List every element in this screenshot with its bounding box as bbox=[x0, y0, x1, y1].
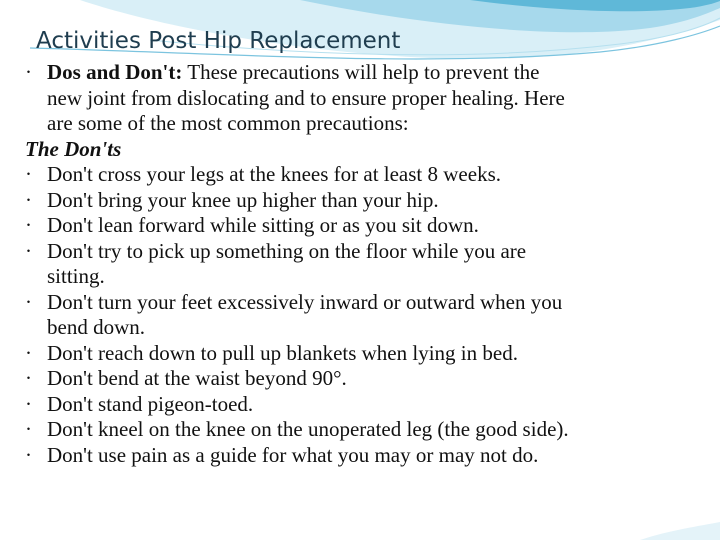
list-item-text: Don't stand pigeon-toed. bbox=[47, 391, 254, 416]
list-item-line bbox=[25, 290, 710, 316]
bullet-icon: · bbox=[25, 238, 32, 263]
list-item-text: Don't kneel on the knee on the unoperated leg (the good side). bbox=[47, 417, 569, 441]
list-item-line bbox=[25, 162, 710, 188]
list-item-text: Don't lean forward while sitting or as you sit down. bbox=[47, 213, 479, 237]
list-item bbox=[25, 213, 710, 239]
list-item-text: Don't reach down to pull up blankets when lying in bed. bbox=[47, 340, 518, 365]
list-item bbox=[25, 341, 710, 367]
bullet-icon: · bbox=[25, 417, 32, 441]
slide-title: Activities Post Hip Replacement bbox=[36, 28, 401, 54]
list-item bbox=[25, 188, 710, 214]
bullet-icon: · bbox=[25, 391, 32, 416]
list-item-continuation: bend down. bbox=[47, 315, 145, 339]
list-item-line bbox=[25, 417, 710, 443]
intro-line-1 bbox=[25, 60, 710, 86]
wave-corner-bottom bbox=[640, 522, 720, 540]
precautions-list bbox=[25, 162, 710, 468]
list-item-line bbox=[25, 443, 710, 469]
list-item bbox=[25, 392, 710, 418]
bullet-icon: · bbox=[25, 187, 32, 212]
intro-line-2: new joint from dislocating and to ensure proper healing. Here bbox=[47, 85, 565, 110]
list-item bbox=[25, 239, 710, 290]
list-item-line bbox=[25, 239, 710, 265]
list-item-line bbox=[25, 213, 710, 239]
list-item bbox=[25, 366, 710, 392]
bullet-icon: · bbox=[25, 162, 32, 186]
intro-bold-label: Dos and Don't: bbox=[47, 60, 183, 84]
list-item-text: Don't turn your feet excessively inward or outward when you bbox=[47, 289, 563, 314]
list-item-text: Don't cross your legs at the knees for at least 8 weeks. bbox=[47, 162, 501, 186]
bullet-icon: · bbox=[25, 340, 32, 365]
slide-body bbox=[25, 60, 710, 468]
list-item-text: Don't bring your knee up higher than your hip. bbox=[47, 187, 439, 212]
list-item-continuation: sitting. bbox=[47, 264, 105, 288]
bullet-icon: · bbox=[25, 366, 32, 390]
bullet-icon: · bbox=[25, 213, 32, 237]
list-item bbox=[25, 162, 710, 188]
list-item-line bbox=[25, 341, 710, 367]
list-item-text: Don't bend at the waist beyond 90°. bbox=[47, 366, 347, 390]
list-item-text: Don't try to pick up something on the floor while you are bbox=[47, 238, 527, 263]
list-item-text: Don't use pain as a guide for what you may or may not do. bbox=[47, 442, 539, 467]
list-item-line bbox=[25, 392, 710, 418]
list-item-line bbox=[25, 188, 710, 214]
section-heading: The Don'ts bbox=[25, 136, 122, 161]
list-item bbox=[25, 443, 710, 469]
list-item bbox=[25, 290, 710, 341]
bullet-icon: · bbox=[25, 289, 32, 314]
list-item bbox=[25, 417, 710, 443]
bullet-icon: · bbox=[25, 60, 32, 84]
intro-line-3: are some of the most common precautions: bbox=[47, 111, 409, 135]
list-item-line bbox=[25, 366, 710, 392]
intro-text: These precautions will help to prevent the bbox=[182, 60, 540, 84]
bullet-icon: · bbox=[25, 442, 32, 467]
